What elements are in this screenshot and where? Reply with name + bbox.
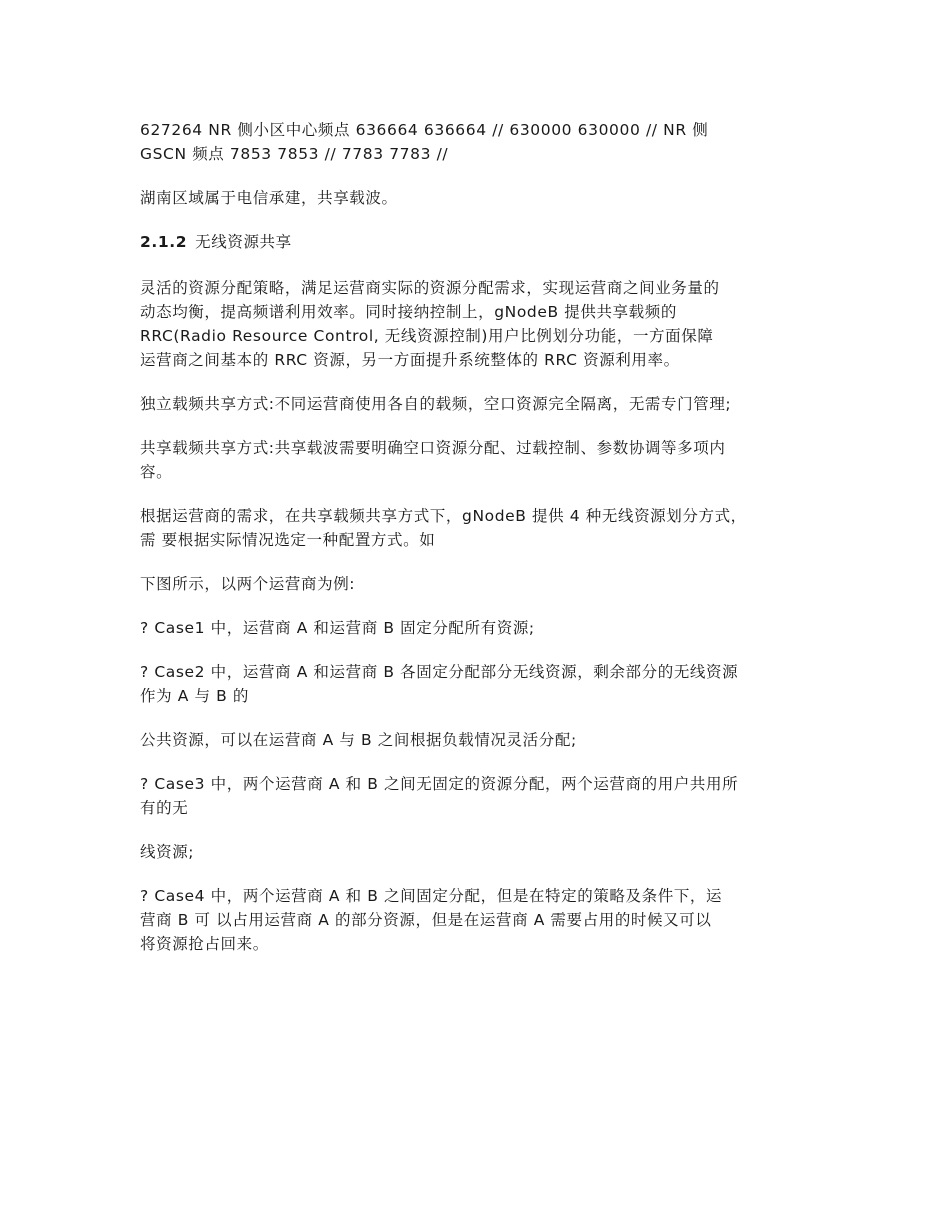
independent-carrier-paragraph xyxy=(140,392,840,416)
text-line: 将资源抢占回来。 xyxy=(140,935,269,953)
case2-paragraph xyxy=(140,660,840,708)
text-line: 独立载频共享方式:不同运营商使用各自的载频，空口资源完全隔离，无需专门管理; xyxy=(140,395,732,413)
text-line: 线资源; xyxy=(140,843,195,861)
section-heading xyxy=(140,230,840,254)
text-line: 627264 NR 侧小区中心频点 636664 636664 // 630000 630000 // NR 侧 xyxy=(140,121,709,139)
text-line: 根据运营商的需求，在共享载频共享方式下，gNodeB 提供 4 种无线资源划分方式， xyxy=(140,507,747,525)
shared-carrier-paragraph xyxy=(140,436,840,484)
case3-continued-paragraph xyxy=(140,840,840,864)
text-line: 营商 B 可 以占用运营商 A 的部分资源，但是在运营商 A 需要占用的时候又可以 xyxy=(140,911,712,929)
hunan-paragraph xyxy=(140,186,840,210)
text-line: 下图所示，以两个运营商为例: xyxy=(140,575,356,593)
section-title: 无线资源共享 xyxy=(195,233,292,251)
case4-paragraph xyxy=(140,884,840,956)
strategy-paragraph xyxy=(140,276,840,372)
text-line: 公共资源，可以在运营商 A 与 B 之间根据负载情况灵活分配; xyxy=(140,731,577,749)
text-line: RRC(Radio Resource Control, 无线资源控制)用户比例划分功能，一方面保障 xyxy=(140,327,714,345)
text-line: 运营商之间基本的 RRC 资源，另一方面提升系统整体的 RRC 资源利用率。 xyxy=(140,351,680,369)
text-line: ? Case1 中，运营商 A 和运营商 B 固定分配所有资源; xyxy=(140,619,535,637)
division-modes-paragraph xyxy=(140,504,840,552)
text-line: 灵活的资源分配策略，满足运营商实际的资源分配需求，实现运营商之间业务量的 xyxy=(140,279,720,297)
case1-paragraph xyxy=(140,616,840,640)
document-page xyxy=(140,118,840,976)
text-line: 共享载频共享方式:共享载波需要明确空口资源分配、过载控制、参数协调等多项内 xyxy=(140,439,726,457)
example-intro-paragraph xyxy=(140,572,840,596)
text-line: 需 要根据实际情况选定一种配置方式。如 xyxy=(140,531,436,549)
case2-continued-paragraph xyxy=(140,728,840,752)
text-line: ? Case2 中，运营商 A 和运营商 B 各固定分配部分无线资源，剩余部分的无线资源 xyxy=(140,663,739,681)
text-line: 容。 xyxy=(140,463,173,481)
text-line: ? Case4 中，两个运营商 A 和 B 之间固定分配，但是在特定的策略及条件下，运 xyxy=(140,887,723,905)
text-line: 湖南区域属于电信承建，共享载波。 xyxy=(140,189,398,207)
frequency-paragraph xyxy=(140,118,840,166)
case3-paragraph xyxy=(140,772,840,820)
text-line: 有的无 xyxy=(140,799,189,817)
text-line: 作为 A 与 B 的 xyxy=(140,687,249,705)
section-number: 2.1.2 xyxy=(140,233,188,251)
text-line: ? Case3 中，两个运营商 A 和 B 之间无固定的资源分配，两个运营商的用户共用所 xyxy=(140,775,739,793)
text-line: 动态均衡，提高频谱利用效率。同时接纳控制上，gNodeB 提供共享载频的 xyxy=(140,303,677,321)
text-line: GSCN 频点 7853 7853 // 7783 7783 // xyxy=(140,145,449,163)
